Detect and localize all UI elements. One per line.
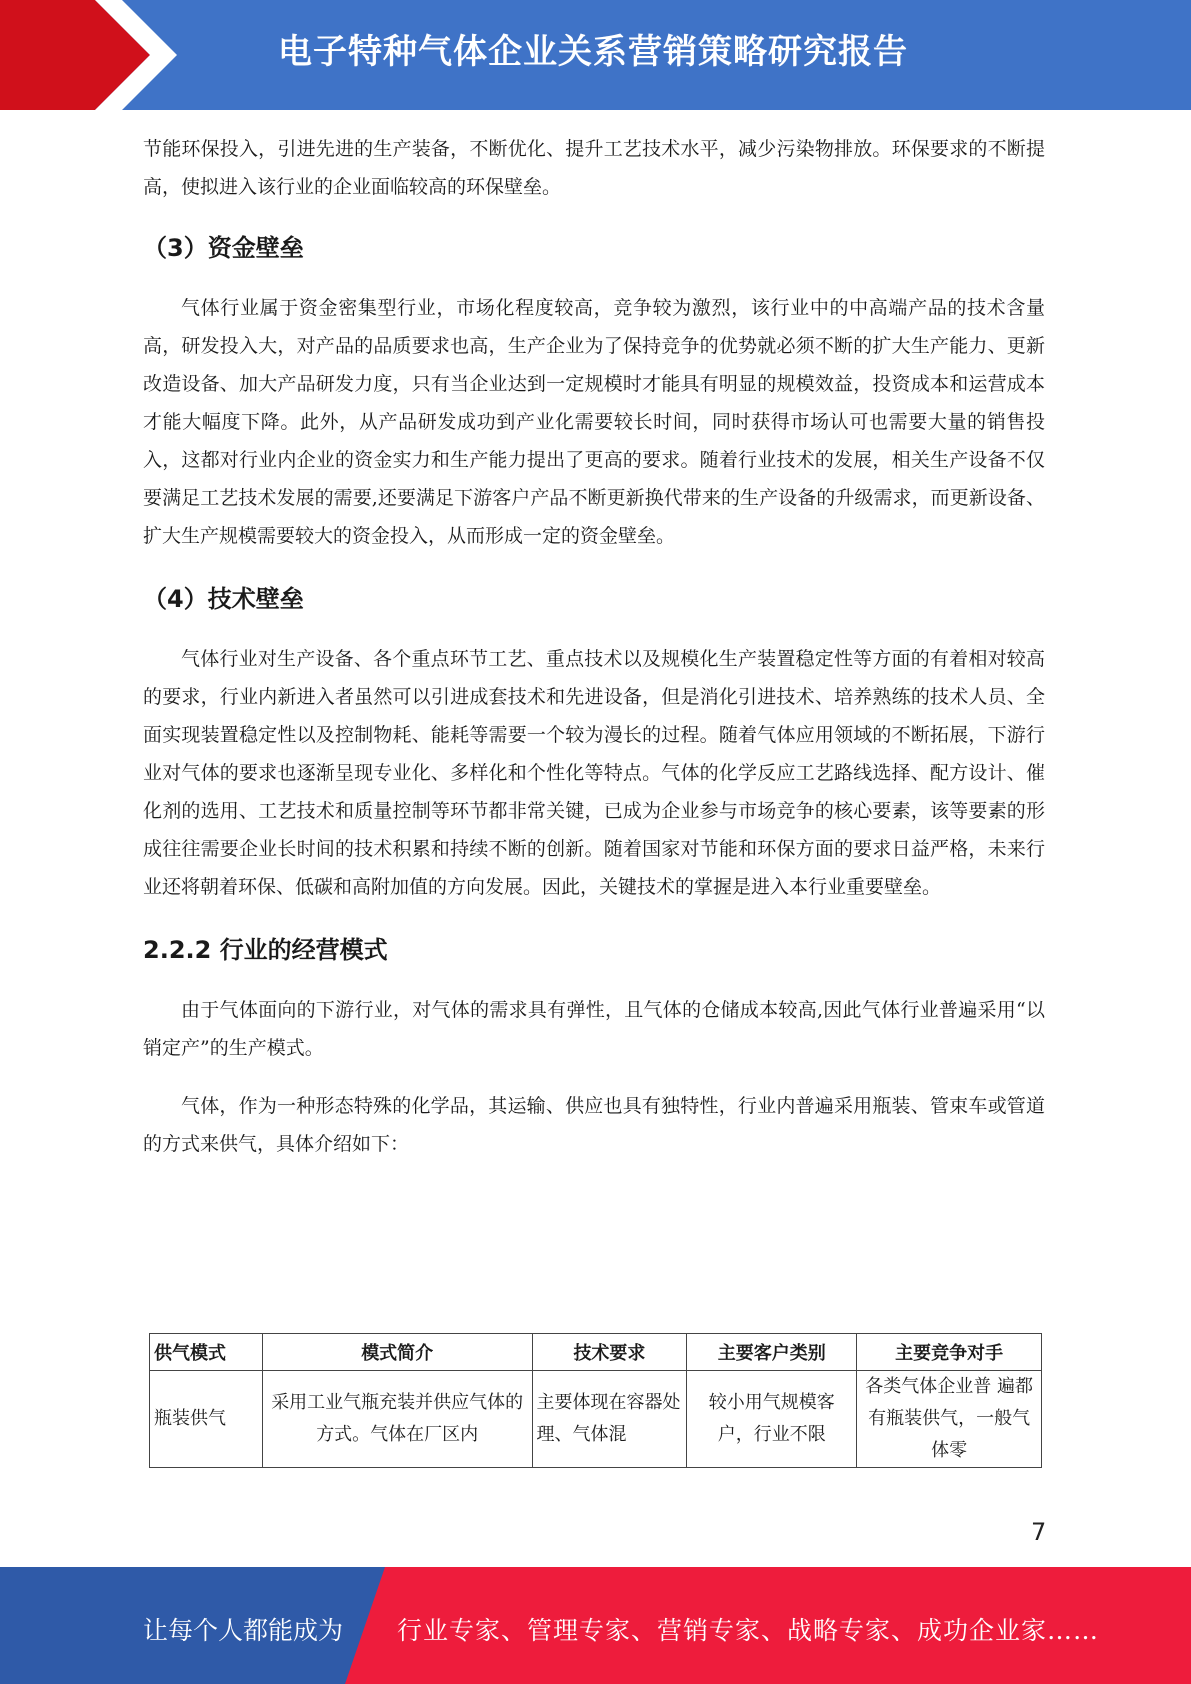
- paragraph-business-model-1: 由于气体面向的下游行业，对气体的需求具有弹性，且气体的仓储成本较高,因此气体行业普遍采用“以销定产”的生产模式。: [143, 999, 1045, 1059]
- heading-tech-barrier: （4）技术壁垒: [143, 585, 304, 613]
- table-header: 主要竞争对手: [857, 1334, 1042, 1371]
- page-header: [0, 0, 1191, 110]
- table-row: [150, 1371, 1042, 1468]
- table-header-row: [150, 1334, 1042, 1371]
- paragraph-business-model-2: 气体，作为一种形态特殊的化学品，其运输、供应也具有独特性，行业内普遍采用瓶装、管束车或管道的方式来供气，具体介绍如下：: [143, 1095, 1045, 1155]
- document-title: 电子特种气体企业关系营销策略研究报告: [278, 32, 908, 72]
- paragraph-environment: 节能环保投入，引进先进的生产装备，不断优化、提升工艺技术水平，减少污染物排放。环保要求的不断提高，使拟进入该行业的企业面临较高的环保壁垒。: [143, 138, 1045, 198]
- table-cell-customer: 较小用气规模客户，行业不限: [687, 1371, 857, 1468]
- table-cell-tech: 主要体现在容器处理、气体混: [532, 1371, 687, 1468]
- table-header: 模式简介: [262, 1334, 532, 1371]
- table-cell-mode: 瓶装供气: [150, 1371, 263, 1468]
- footer-slogan-left: 让每个人都能成为: [143, 1616, 344, 1645]
- paragraph-tech-barrier: 气体行业对生产设备、各个重点环节工艺、重点技术以及规模化生产装置稳定性等方面的有着相对较高的要求，行业内新进入者虽然可以引进成套技术和先进设备，但是消化引进技术、培养熟练的技术人员、全面实现装置稳定性以及控制物耗、能耗等需要一个较为漫长的过程。随着气体应用领域的不断拓展，下游行业对气体的要求也逐渐呈现专业化、多样化和个性化等特点。气体的化学反应工艺路线选择、配方设计、催化剂的选用、工艺技术和质量控制等环节都非常关键，已成为企业参与市场竞争的核心要素，该等要素的形成往往需要企业长时间的技术积累和持续不断的创新。随着国家对节能和环保方面的要求日益严格，未来行业还将朝着环保、低碳和高附加值的方向发展。因此，关键技术的掌握是进入本行业重要壁垒。: [143, 648, 1045, 898]
- page-number: 7: [1031, 1518, 1047, 1546]
- table-cell-intro: 采用工业气瓶充装并供应气体的方式。气体在厂区内: [262, 1371, 532, 1468]
- paragraph-capital-barrier: 气体行业属于资金密集型行业，市场化程度较高，竞争较为激烈，该行业中的中高端产品的技术含量高，研发投入大，对产品的品质要求也高，生产企业为了保持竞争的优势就必须不断的扩大生产能力、更新改造设备、加大产品研发力度，只有当企业达到一定规模时才能具有明显的规模效益，投资成本和运营成本才能大幅度下降。此外，从产品研发成功到产业化需要较长时间，同时获得市场认可也需要大量的销售投入，这都对行业内企业的资金实力和生产能力提出了更高的要求。随着行业技术的发展，相关生产设备不仅要满足工艺技术发展的需要,还要满足下游客户产品不断更新换代带来的生产设备的升级需求，而更新设备、扩大生产规模需要较大的资金投入，从而形成一定的资金壁垒。: [143, 297, 1045, 547]
- heading-capital-barrier: （3）资金壁垒: [143, 234, 304, 262]
- main-content: [143, 130, 1045, 1163]
- footer-slogan-right: 行业专家、管理专家、营销专家、战略专家、成功企业家……: [397, 1616, 1100, 1645]
- table-cell-rival: 各类气体企业普 遍都有瓶装供气，一般气体零: [857, 1371, 1042, 1468]
- page-footer: [0, 1567, 1191, 1684]
- table-header: 供气模式: [150, 1334, 263, 1371]
- heading-business-model: 2.2.2 行业的经营模式: [143, 936, 388, 964]
- table-header: 技术要求: [532, 1334, 687, 1371]
- gas-supply-table: [149, 1333, 1042, 1468]
- table-header: 主要客户类别: [687, 1334, 857, 1371]
